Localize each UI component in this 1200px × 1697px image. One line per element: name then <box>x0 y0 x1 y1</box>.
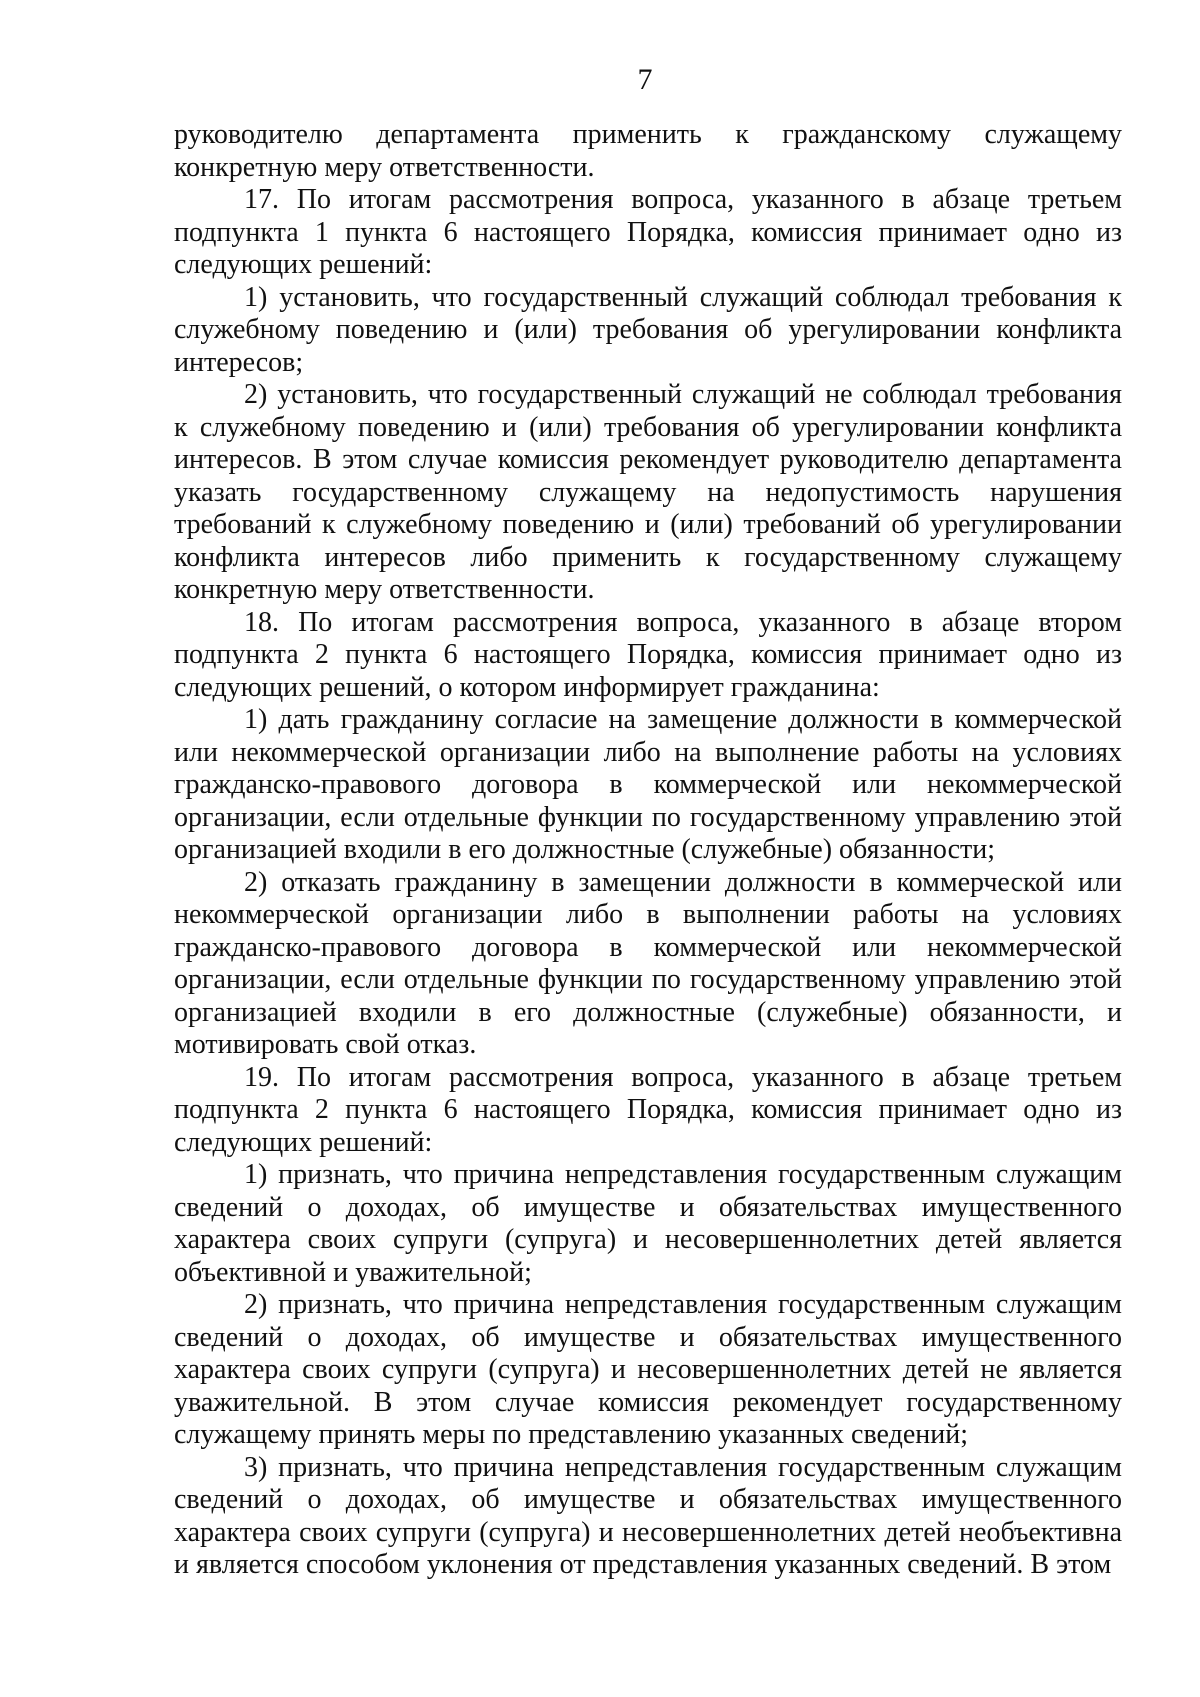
paragraph: 18. По итогам рассмотрения вопроса, указанного в абзаце втором подпункта 2 пункта 6 настоящего Порядка, комиссия принимает одно из следующих решений, о котором информирует гражданина: <box>174 606 1122 703</box>
paragraph: 1) признать, что причина непредставления государственным служащим сведений о доходах, об имуществе и обязательствах имущественного характера своих супруги (супруга) и несовершеннолетних детей является объективной и уважительной; <box>174 1159 1122 1288</box>
paragraph: 2) отказать гражданину в замещении должности в коммерческой или некоммерческой организации либо в выполнении работы на условиях гражданско-правового договора в коммерческой или некоммерческой организации, если отдельные функции по государственному управлению этой организацией входили в его должностные (служебные) обязанности, и мотивировать свой отказ. <box>174 866 1122 1060</box>
paragraph: 2) установить, что государственный служащий не соблюдал требования к служебному поведению и (или) требования об урегулировании конфликта интересов. В этом случае комиссия рекомендует руководителю департамента указать государственному служащему на недопустимость нарушения требований к служебному поведению и (или) требований об урегулировании конфликта интересов либо применить к государственному служащему конкретную меру ответственности. <box>174 379 1122 605</box>
page-number: 7 <box>637 63 653 96</box>
paragraph: руководителю департамента применить к гражданскому служащему конкретную меру ответственности. <box>174 119 1122 183</box>
paragraph: 19. По итогам рассмотрения вопроса, указанного в абзаце третьем подпункта 2 пункта 6 настоящего Порядка, комиссия принимает одно из следующих решений: <box>174 1061 1122 1158</box>
paragraph: 2) признать, что причина непредставления государственным служащим сведений о доходах, об имуществе и обязательствах имущественного характера своих супруги (супруга) и несовершеннолетних детей не является уважительной. В этом случае комиссия рекомендует государственному служащему принять меры по представлению указанных сведений; <box>174 1289 1122 1450</box>
document-body <box>174 119 1122 1582</box>
paragraph: 3) признать, что причина непредставления государственным служащим сведений о доходах, об имуществе и обязательствах имущественного характера своих супруги (супруга) и несовершеннолетних детей необъективна и является способом уклонения от представления указанных сведений. В этом <box>174 1451 1122 1580</box>
paragraph: 1) дать гражданину согласие на замещение должности в коммерческой или некоммерческой организации либо на выполнение работы на условиях гражданско-правового договора в коммерческой или некоммерческой организации, если отдельные функции по государственному управлению этой организацией входили в его должностные (служебные) обязанности; <box>174 704 1122 865</box>
paragraph: 1) установить, что государственный служащий соблюдал требования к служебному поведению и (или) требования об урегулировании конфликта интересов; <box>174 281 1122 378</box>
paragraph: 17. По итогам рассмотрения вопроса, указанного в абзаце третьем подпункта 1 пункта 6 настоящего Порядка, комиссия принимает одно из следующих решений: <box>174 184 1122 280</box>
